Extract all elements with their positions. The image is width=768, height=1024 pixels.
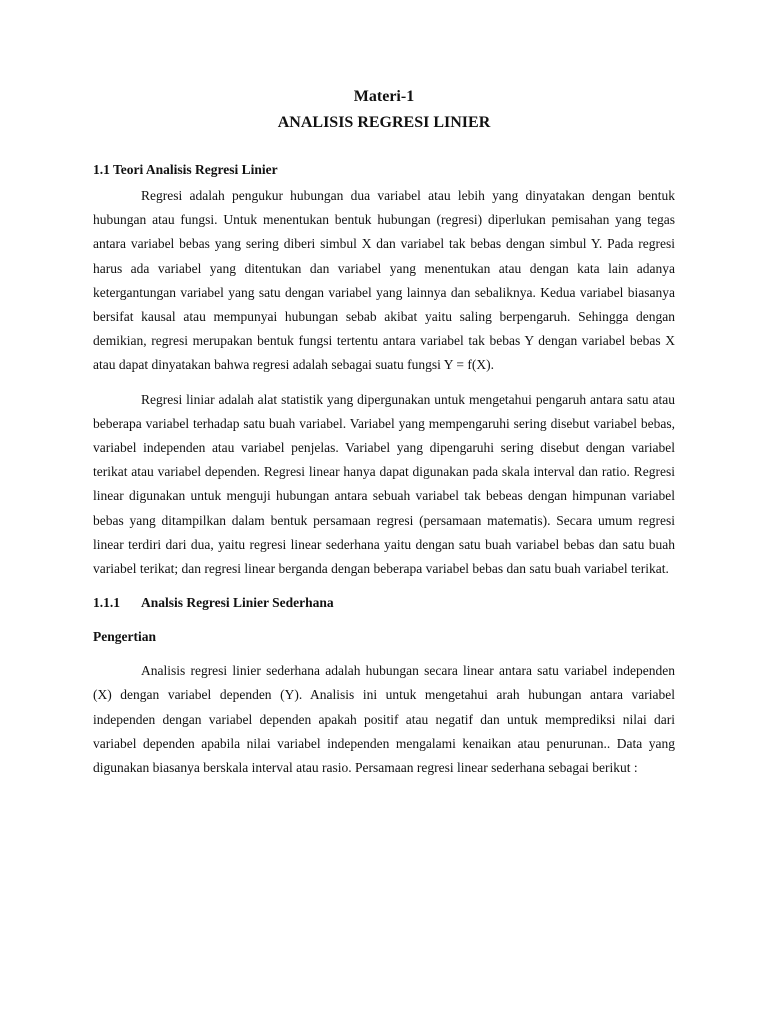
- paragraph-regresi-definition: Regresi adalah pengukur hubungan dua variabel atau lebih yang dinyatakan dengan bentuk hubungan atau fungsi. Untuk menentukan bentuk hubungan (regresi) diperlukan pemisahan yang tegas antara variabel bebas yang sering diberi simbul X dan variabel tak bebas dengan simbul Y. Pada regresi harus ada variabel yang ditentukan dan variabel yang menentukan atau dengan kata lain adanya ketergantungan variabel yang satu dengan variabel yang lainnya dan sebaliknya. Kedua variabel biasanya bersifat kausal atau mempunyai hubungan sebab akibat yaitu saling berpengaruh. Sehingga dengan demikian, regresi merupakan bentuk fungsi tertentu antara variabel tak bebas Y dengan variabel bebas X atau dapat dinyatakan bahwa regresi adalah sebagai suatu fungsi Y = f(X).: [93, 188, 675, 373]
- minor-heading-pengertian: Pengertian: [93, 629, 156, 645]
- document-title-main: ANALISIS REGRESI LINIER: [277, 114, 491, 131]
- paragraph-regresi-sederhana: Analisis regresi linier sederhana adalah hubungan secara linear antara satu variabel independen (X) dengan variabel dependen (Y). Analisis ini untuk mengetahui arah hubungan antara variabel independen dengan variabel dependen apakah positif atau negatif dan untuk memprediksi nilai dari variabel dependen apabila nilai variabel independen mengalami kenaikan atau penurunan.. Data yang digunakan biasanya berskala interval atau rasio. Persamaan regresi linear sederhana sebagai berikut :: [93, 663, 675, 776]
- document-title-materi: Materi-1: [353, 88, 415, 105]
- document-page: [93, 84, 675, 790]
- subsection-number: 1.1.1: [93, 595, 120, 611]
- section-heading: 1.1 Teori Analisis Regresi Linier: [93, 162, 278, 177]
- subsection-heading: [93, 591, 675, 615]
- subsection-title: Analsis Regresi Linier Sederhana: [141, 595, 334, 611]
- paragraph-regresi-linear: Regresi liniar adalah alat statistik yang dipergunakan untuk mengetahui pengaruh antara satu atau beberapa variabel terhadap satu buah variabel. Variabel yang mempengaruhi sering disebut variabel bebas, variabel independen atau variabel penjelas. Variabel yang dipengaruhi sering disebut dengan variabel terikat atau variabel dependen. Regresi linear hanya dapat digunakan pada skala interval dan ratio. Regresi linear digunakan untuk menguji hubungan antara sebuah variabel tak bebeas dengan himpunan variabel bebas yang ditampilkan dalam bentuk persamaan regresi (persamaan matematis). Secara umum regresi linear terdiri dari dua, yaitu regresi linear sederhana yaitu dengan satu buah variabel bebas dan satu buah variabel terikat; dan regresi linear berganda dengan beberapa variabel bebas dan satu buah variabel terikat.: [93, 391, 675, 577]
